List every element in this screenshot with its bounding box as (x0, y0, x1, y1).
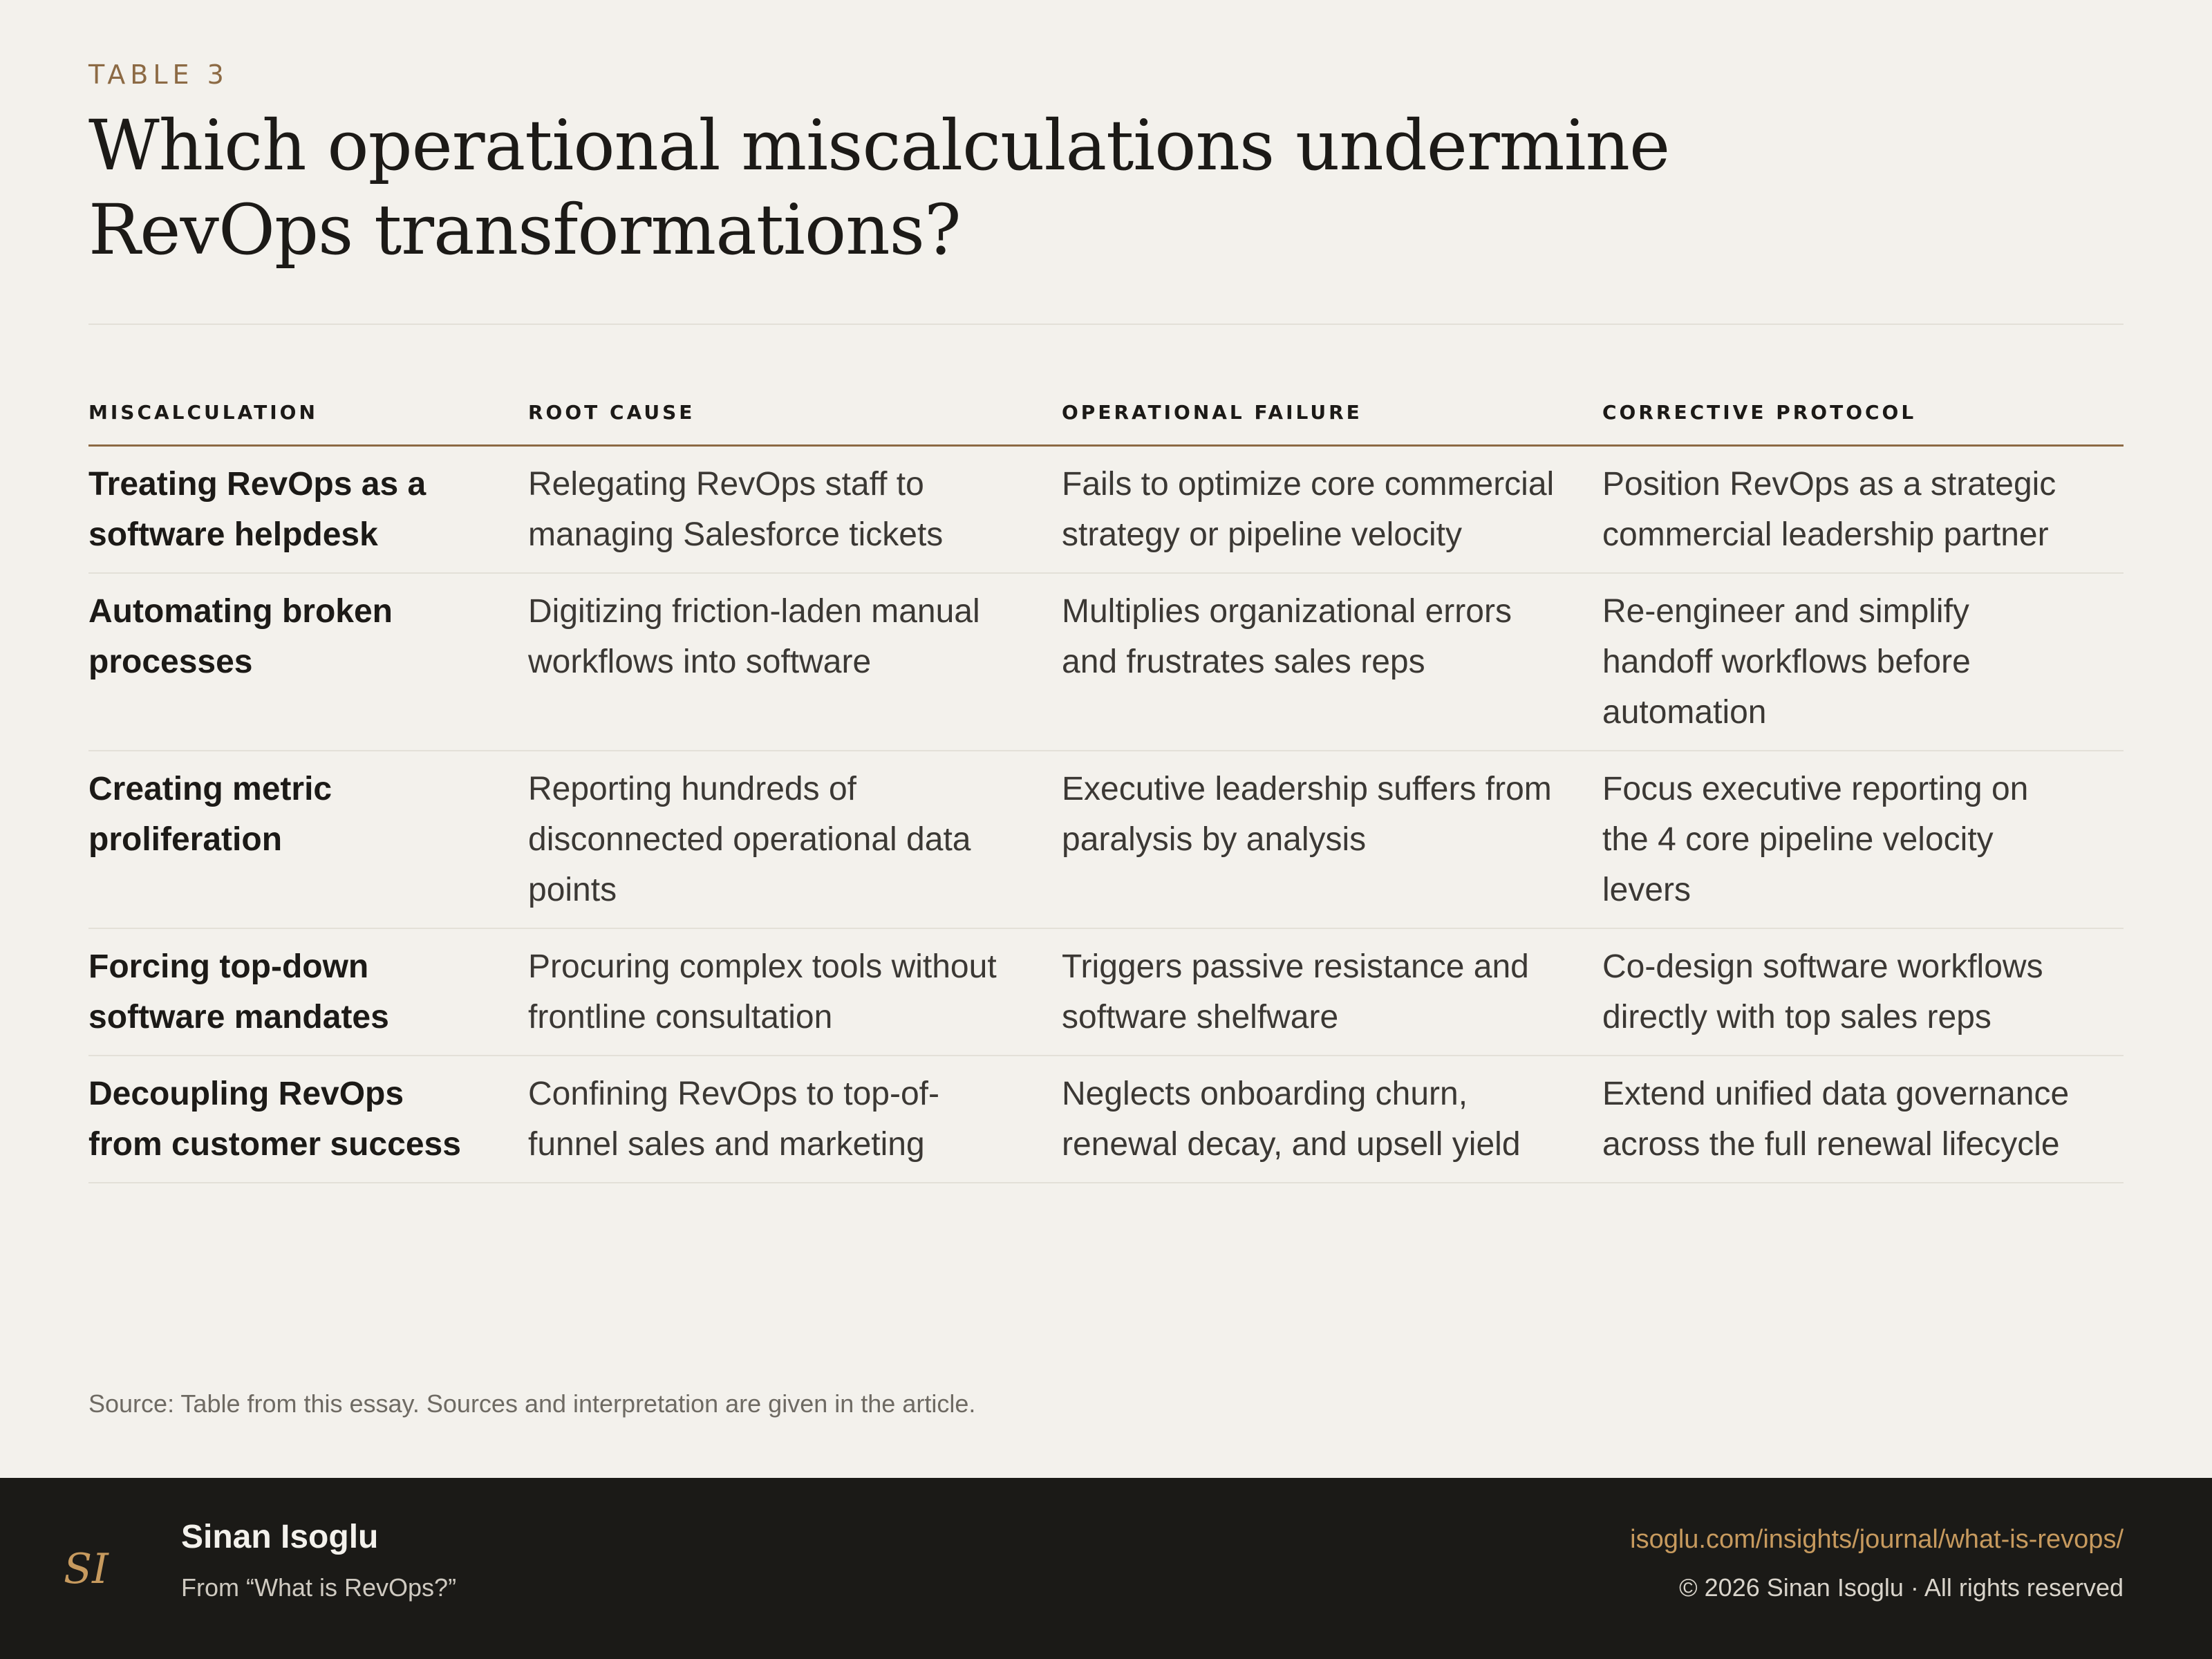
cell-corrective-protocol: Extend unified data governance across the full renewal lifecycle (1602, 1056, 2124, 1183)
cell-root-cause: Reporting hundreds of disconnected operational data points (528, 751, 1062, 928)
author-name: Sinan Isoglu (181, 1519, 379, 1555)
table-label: TABLE 3 (88, 59, 229, 90)
cell-corrective-protocol: Focus executive reporting on the 4 core pipeline velocity levers (1602, 751, 2124, 928)
column-header-corrective-protocol: CORRECTIVE PROTOCOL (1602, 401, 2124, 446)
cell-miscalculation: Treating RevOps as a software helpdesk (88, 446, 528, 574)
article-reference: From “What is RevOps?” (181, 1573, 457, 1602)
cell-root-cause: Confining RevOps to top-of-funnel sales and marketing (528, 1056, 1062, 1183)
table-row (88, 928, 2124, 1056)
cell-root-cause: Relegating RevOps staff to managing Salesforce tickets (528, 446, 1062, 574)
table-row (88, 573, 2124, 751)
cell-miscalculation: Forcing top-down software mandates (88, 928, 528, 1056)
source-note: Source: Table from this essay. Sources and interpretation are given in the article. (88, 1389, 976, 1418)
table-row (88, 1056, 2124, 1183)
cell-miscalculation: Decoupling RevOps from customer success (88, 1056, 528, 1183)
cell-corrective-protocol: Position RevOps as a strategic commercial leadership partner (1602, 446, 2124, 574)
cell-corrective-protocol: Re-engineer and simplify handoff workflows before automation (1602, 573, 2124, 751)
table-row (88, 751, 2124, 928)
table-header-row (88, 401, 2124, 446)
cell-operational-failure: Executive leadership suffers from paralysis by analysis (1062, 751, 1602, 928)
footer (0, 1478, 2212, 1659)
column-header-operational-failure: OPERATIONAL FAILURE (1062, 401, 1602, 446)
column-header-miscalculation: MISCALCULATION (88, 401, 528, 446)
cell-operational-failure: Fails to optimize core commercial strategy or pipeline velocity (1062, 446, 1602, 574)
title-divider (88, 324, 2124, 325)
cell-root-cause: Digitizing friction-laden manual workflows into software (528, 573, 1062, 751)
article-link[interactable]: isoglu.com/insights/journal/what-is-revops/ (1630, 1525, 2124, 1554)
column-header-root-cause: ROOT CAUSE (528, 401, 1062, 446)
cell-miscalculation: Creating metric proliferation (88, 751, 528, 928)
cell-corrective-protocol: Co-design software workflows directly with top sales reps (1602, 928, 2124, 1056)
copyright-notice: © 2026 Sinan Isoglu · All rights reserved (1679, 1573, 2124, 1602)
cell-root-cause: Procuring complex tools without frontline consultation (528, 928, 1062, 1056)
cell-operational-failure: Neglects onboarding churn, renewal decay, and upsell yield (1062, 1056, 1602, 1183)
page-title: Which operational miscalculations undermine RevOps transformations? (88, 105, 1670, 270)
table-row (88, 446, 2124, 574)
cell-miscalculation: Automating broken processes (88, 573, 528, 751)
si-monogram-logo (61, 1539, 119, 1597)
logo-text: SI (64, 1545, 109, 1593)
miscalculations-table (88, 401, 2124, 1183)
cell-operational-failure: Triggers passive resistance and software shelfware (1062, 928, 1602, 1056)
cell-operational-failure: Multiplies organizational errors and frustrates sales reps (1062, 573, 1602, 751)
